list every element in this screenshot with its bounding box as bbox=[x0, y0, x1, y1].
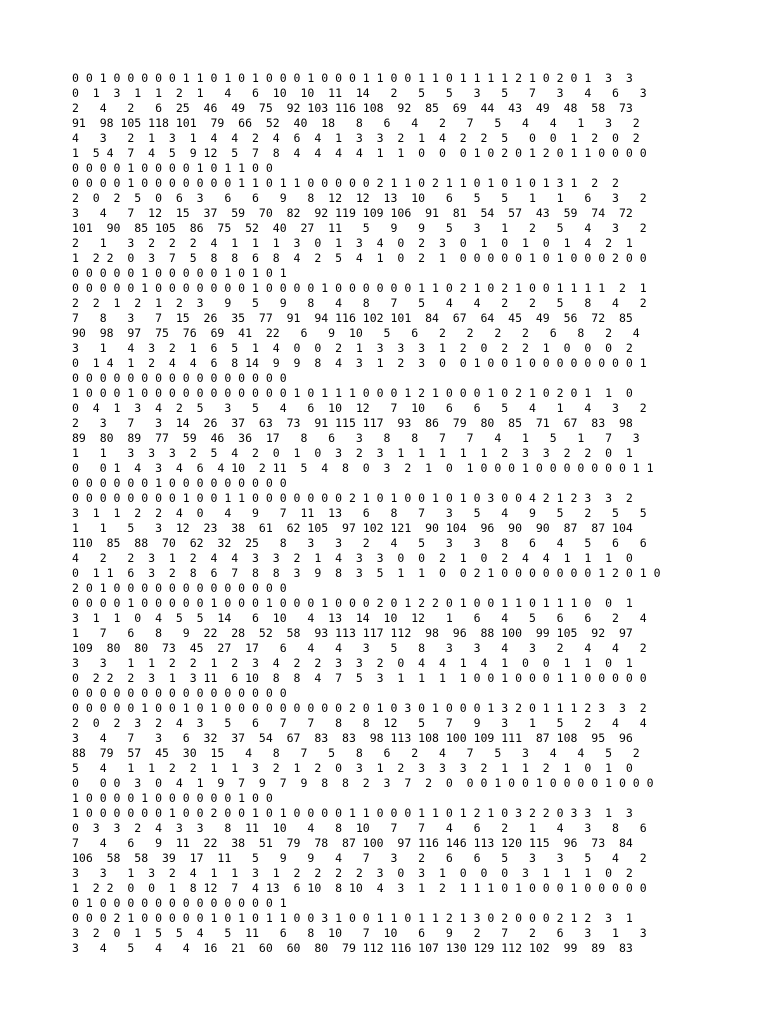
text-line: 1 7 6 8 9 22 28 52 58 93 113 117 112 98 96 88 100 99 105 92 97 bbox=[72, 626, 633, 640]
text-line: 0 0 0 0 1 0 0 0 0 0 1 0 0 0 1 0 0 0 1 0 0 0 2 0 1 2 2 0 1 0 0 1 1 0 1 1 1 0 0 1 bbox=[72, 596, 633, 610]
text-line: 1 5 4 7 4 5 9 12 5 7 8 4 4 4 4 1 1 0 0 0 1 0 2 0 1 2 0 1 1 0 0 0 0 bbox=[72, 146, 647, 160]
text-line: 90 98 97 75 76 69 41 22 6 9 10 5 6 2 2 2 2 6 8 2 4 bbox=[72, 326, 640, 340]
text-line: 1 0 0 0 0 0 0 1 0 0 2 0 0 1 0 1 0 0 0 0 1 1 0 0 0 1 1 0 1 2 1 0 3 2 2 0 3 3 1 3 bbox=[72, 806, 633, 820]
text-line: 1 2 2 0 0 1 8 12 7 4 13 6 10 8 10 4 3 1 2 1 1 1 0 1 0 0 0 1 0 0 0 0 0 bbox=[72, 881, 647, 895]
text-line: 2 2 1 2 1 2 3 9 5 9 8 4 8 7 5 4 4 2 2 5 8 4 2 bbox=[72, 296, 647, 310]
text-line: 3 4 7 12 15 37 59 70 82 92 119 109 106 91 81 54 57 43 59 74 72 bbox=[72, 206, 633, 220]
text-line: 1 1 3 3 3 2 5 4 2 0 1 0 3 2 3 1 1 1 1 1 2 3 3 2 2 0 1 bbox=[72, 446, 633, 460]
text-line: 2 3 7 3 14 26 37 63 73 91 115 117 93 86 79 80 85 71 67 83 98 bbox=[72, 416, 633, 430]
text-line: 0 1 0 0 0 0 0 0 0 0 0 0 0 0 0 1 bbox=[72, 896, 287, 910]
text-line: 0 0 0 0 0 1 0 0 0 0 0 0 0 1 0 0 0 0 1 0 0 0 0 0 0 1 1 0 2 1 0 2 1 0 0 1 1 1 1 2 1 bbox=[72, 281, 647, 295]
text-line: 3 1 1 0 4 5 5 14 6 10 4 13 14 10 12 1 6 4 5 6 6 2 4 bbox=[72, 611, 647, 625]
text-line: 0 0 0 0 0 1 0 0 0 0 0 1 0 1 0 1 bbox=[72, 266, 287, 280]
text-line: 0 1 1 6 3 2 8 6 7 8 8 3 9 8 3 5 1 1 0 0 2 1 0 0 0 0 0 0 0 1 2 0 1 0 bbox=[72, 566, 661, 580]
text-line: 2 0 1 0 0 0 0 0 0 0 0 0 0 0 0 0 bbox=[72, 581, 287, 595]
text-line: 101 90 85 105 86 75 52 40 27 11 5 9 9 5 3 1 2 5 4 3 2 bbox=[72, 221, 647, 235]
text-line: 2 0 2 5 0 6 3 6 6 9 8 12 12 13 10 6 5 5 1 1 6 3 2 bbox=[72, 191, 647, 205]
text-line: 4 2 2 3 1 2 4 4 3 3 2 1 4 3 3 0 0 2 1 0 2 4 4 1 1 1 0 bbox=[72, 551, 633, 565]
text-line: 0 1 3 1 1 2 1 4 6 10 10 11 14 2 5 5 3 5 7 3 4 6 3 bbox=[72, 86, 647, 100]
text-line: 3 4 7 3 6 32 37 54 67 83 83 98 113 108 100 109 111 87 108 95 96 bbox=[72, 731, 633, 745]
text-line: 0 1 4 1 2 4 4 6 8 14 9 9 8 4 3 1 2 3 0 0 1 0 0 1 0 0 0 0 0 0 0 0 1 bbox=[72, 356, 647, 370]
text-line: 1 1 5 3 12 23 38 61 62 105 97 102 121 90 104 96 90 90 87 87 104 bbox=[72, 521, 633, 535]
text-line: 1 0 0 0 0 1 0 0 0 0 0 0 1 0 0 bbox=[72, 791, 273, 805]
text-line: 3 3 1 1 2 2 1 2 3 4 2 2 3 3 2 0 4 4 1 4 1 0 0 1 1 0 1 bbox=[72, 656, 633, 670]
text-line: 110 85 88 70 62 32 25 8 3 3 2 4 5 3 3 8 6 4 5 6 6 bbox=[72, 536, 647, 550]
text-line: 3 1 1 2 2 4 0 4 9 7 11 13 6 8 7 3 5 4 9 5 2 5 5 bbox=[72, 506, 647, 520]
text-line: 106 58 58 39 17 11 5 9 9 4 7 3 2 6 6 5 3 3 5 4 2 bbox=[72, 851, 647, 865]
text-line: 4 3 2 1 3 1 4 4 2 4 6 4 1 3 3 2 1 4 2 2 5 0 0 1 2 0 2 bbox=[72, 131, 640, 145]
text-line: 0 0 0 0 0 1 0 0 1 0 1 0 0 0 0 0 0 0 0 0 2 0 1 0 3 0 1 0 0 0 1 3 2 0 1 1 1 2 3 3 2 bbox=[72, 701, 647, 715]
text-line: 0 0 0 2 1 0 0 0 0 0 1 0 1 0 1 1 0 0 3 1 0 0 1 1 0 1 1 2 1 3 0 2 0 0 0 2 1 2 3 1 bbox=[72, 911, 633, 925]
text-line: 0 0 0 0 0 0 0 0 1 0 0 1 1 0 0 0 0 0 0 0 2 1 0 1 0 0 1 0 1 0 3 0 0 4 2 1 2 3 3 2 bbox=[72, 491, 633, 505]
text-line: 91 98 105 118 101 79 66 52 40 18 8 6 4 2 7 5 4 4 1 3 2 bbox=[72, 116, 640, 130]
text-line: 0 0 0 0 1 0 0 0 0 1 0 1 1 0 0 bbox=[72, 161, 273, 175]
text-line: 7 4 6 9 11 22 38 51 79 78 87 100 97 116 146 113 120 115 96 73 84 bbox=[72, 836, 633, 850]
text-line: 0 0 1 0 0 0 0 0 1 1 0 1 0 1 0 0 0 1 0 0 0 1 1 0 0 1 1 0 1 1 1 1 2 1 0 2 0 1 3 3 bbox=[72, 71, 633, 85]
text-line: 0 0 0 3 0 4 1 9 7 9 7 9 8 8 2 3 7 2 0 0 0 1 0 0 1 0 0 0 0 1 0 0 0 bbox=[72, 776, 654, 790]
text-line: 0 0 0 0 1 0 0 0 0 0 0 0 1 1 0 1 1 0 0 0 0 0 2 1 1 0 2 1 1 0 1 0 1 0 1 3 1 2 2 bbox=[72, 176, 619, 190]
text-line: 5 4 1 1 2 2 1 1 3 2 1 2 0 3 1 2 3 3 3 2 1 1 2 1 0 1 0 bbox=[72, 761, 633, 775]
text-line: 0 0 0 0 0 0 0 0 0 0 0 0 0 0 0 0 bbox=[72, 371, 287, 385]
text-line: 88 79 57 45 30 15 4 8 7 5 8 6 2 4 7 5 3 4 4 5 2 bbox=[72, 746, 640, 760]
text-line: 3 2 0 1 5 5 4 5 11 6 8 10 7 10 6 9 2 7 2 6 3 1 3 bbox=[72, 926, 647, 940]
text-line: 0 2 2 2 3 1 3 11 6 10 8 8 4 7 5 3 1 1 1 1 0 0 1 0 0 0 1 1 0 0 0 0 0 bbox=[72, 671, 647, 685]
text-line: 7 8 3 7 15 26 35 77 91 94 116 102 101 84 67 64 45 49 56 72 85 bbox=[72, 311, 633, 325]
text-line: 0 3 3 2 4 3 3 8 11 10 4 8 10 7 7 4 6 2 1 4 3 8 6 bbox=[72, 821, 647, 835]
text-page bbox=[72, 71, 712, 956]
text-line: 0 0 0 0 0 0 1 0 0 0 0 0 0 0 0 0 bbox=[72, 476, 287, 490]
text-line: 0 0 0 0 0 0 0 0 0 0 0 0 0 0 0 0 bbox=[72, 686, 287, 700]
text-line: 1 0 0 0 1 0 0 0 0 0 0 0 0 0 0 0 1 0 1 1 1 0 0 0 1 2 1 0 0 0 1 0 2 1 0 2 0 1 1 0 bbox=[72, 386, 633, 400]
text-line: 2 0 2 3 2 4 3 5 6 7 7 8 8 12 5 7 9 3 1 5 2 4 4 bbox=[72, 716, 647, 730]
text-line: 2 4 2 6 25 46 49 75 92 103 116 108 92 85 69 44 43 49 48 58 73 bbox=[72, 101, 633, 115]
text-line: 3 3 1 3 2 4 1 1 3 1 2 2 2 2 3 0 3 1 0 0 0 3 1 1 1 0 2 bbox=[72, 866, 633, 880]
text-line: 0 4 1 3 4 2 5 3 5 4 6 10 12 7 10 6 6 5 4 1 4 3 2 bbox=[72, 401, 647, 415]
text-line: 3 4 5 4 4 16 21 60 60 80 79 112 116 107 130 129 112 102 99 89 83 bbox=[72, 941, 633, 955]
text-line: 0 0 1 4 3 4 6 4 10 2 11 5 4 8 0 3 2 1 0 1 0 0 0 1 0 0 0 0 0 0 0 1 1 bbox=[72, 461, 654, 475]
text-line: 1 2 2 0 3 7 5 8 8 6 8 4 2 5 4 1 0 2 1 0 0 0 0 0 1 0 1 0 0 0 2 0 0 bbox=[72, 251, 647, 265]
text-line: 3 1 4 3 2 1 6 5 1 4 0 0 2 1 3 3 3 1 2 0 2 2 1 0 0 0 2 bbox=[72, 341, 633, 355]
text-line: 109 80 80 73 45 27 17 6 4 4 3 5 8 3 3 4 3 2 4 4 2 bbox=[72, 641, 647, 655]
text-line: 2 1 3 2 2 2 4 1 1 1 3 0 1 3 4 0 2 3 0 1 0 1 0 1 4 2 1 bbox=[72, 236, 633, 250]
text-line: 89 80 89 77 59 46 36 17 8 6 3 8 8 7 7 4 1 5 1 7 3 bbox=[72, 431, 640, 445]
